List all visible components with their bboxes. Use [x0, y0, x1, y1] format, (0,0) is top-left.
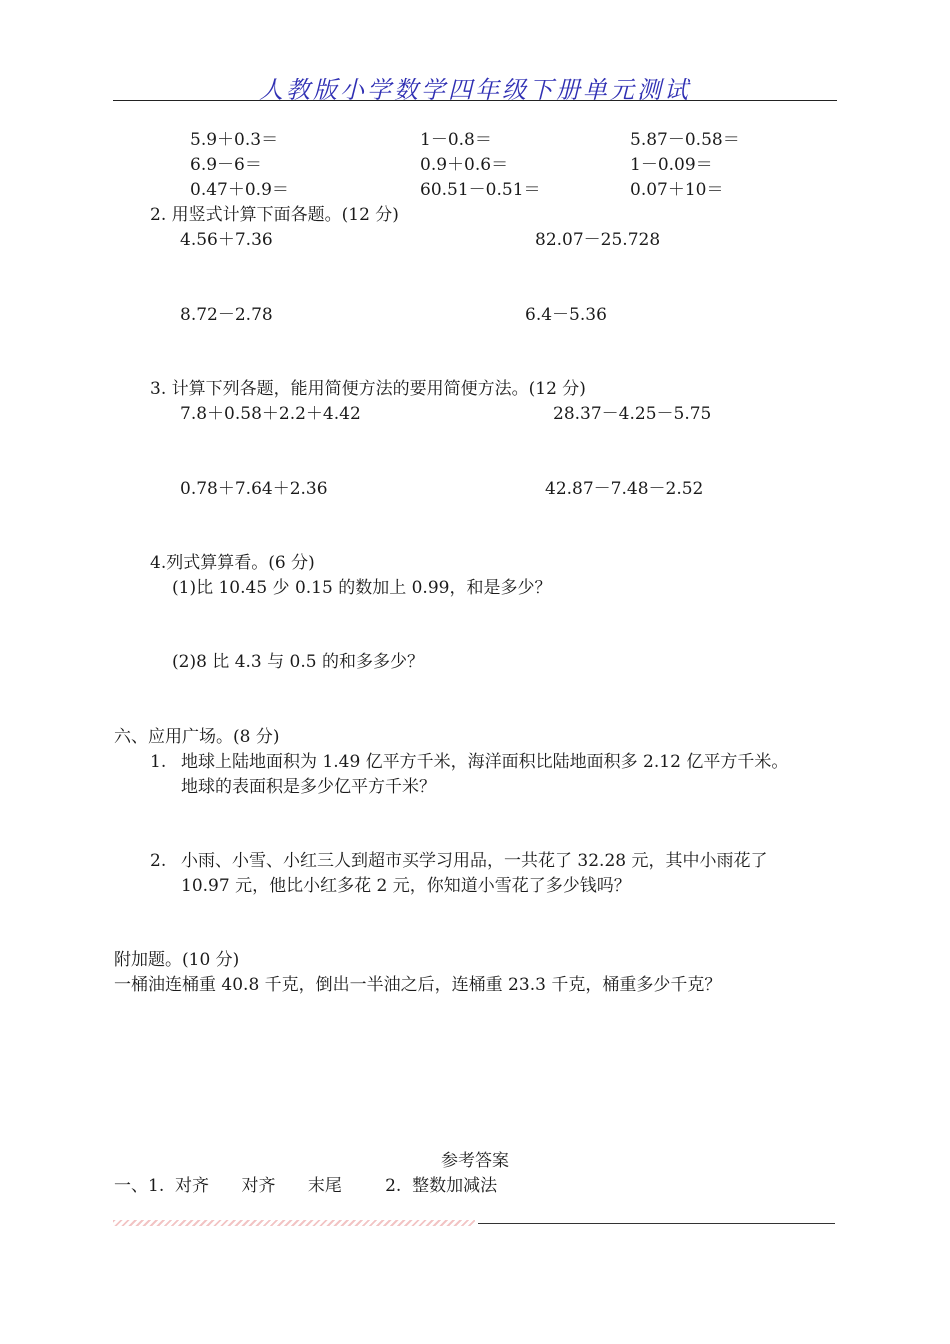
footer-rule — [478, 1223, 835, 1224]
q4-item-2: (2)8 比 4.3 与 0.5 的和多多少？ — [172, 652, 424, 672]
section6-p2-line1: 小雨、小雪、小红三人到超市买学习用品，一共花了 32.28 元，其中小雨花了 — [181, 851, 768, 871]
section6-p1-line1: 地球上陆地面积为 1.49 亿平方千米，海洋面积比陆地面积多 2.12 亿平方千米。 — [181, 752, 789, 772]
oral-calc-r1c2: 1－0.8＝ — [420, 130, 492, 150]
header-title: 人教版小学数学四年级下册单元测试 — [259, 76, 691, 104]
q3-item-2: 28.37－4.25－5.75 — [553, 404, 712, 424]
oral-calc-r3c2: 60.51－0.51＝ — [420, 180, 541, 200]
footer-wavy-line — [113, 1220, 475, 1226]
q2-item-3: 8.72－2.78 — [180, 305, 273, 325]
q3-item-4: 42.87－7.48－2.52 — [545, 479, 704, 499]
oral-calc-r3c1: 0.47＋0.9＝ — [190, 180, 289, 200]
oral-calc-r2c3: 1－0.09＝ — [630, 155, 713, 175]
oral-calc-r3c3: 0.07＋10＝ — [630, 180, 724, 200]
q3-item-1: 7.8＋0.58＋2.2＋4.42 — [180, 404, 361, 424]
q2-item-1: 4.56＋7.36 — [180, 230, 273, 250]
q2-item-2: 82.07－25.728 — [535, 230, 661, 250]
oral-calc-r1c3: 5.87－0.58＝ — [630, 130, 740, 150]
q3-title: 3. 计算下列各题，能用简便方法的要用简便方法。(12 分) — [150, 379, 586, 399]
q4-item-1: (1)比 10.45 少 0.15 的数加上 0.99，和是多少？ — [172, 578, 552, 598]
q2-title: 2. 用竖式计算下面各题。(12 分) — [150, 205, 399, 225]
oral-calc-r2c1: 6.9－6＝ — [190, 155, 262, 175]
bonus-text: 一桶油连桶重 40.8 千克，倒出一半油之后，连桶重 23.3 千克，桶重多少千克？ — [114, 975, 722, 995]
q4-title: 4.列式算算看。(6 分) — [150, 553, 315, 573]
oral-calc-r2c2: 0.9＋0.6＝ — [420, 155, 509, 175]
section6-p2-number: 2. — [150, 851, 167, 871]
section6-p1-number: 1. — [150, 752, 167, 772]
section6-p1-line2: 地球的表面积是多少亿平方千米？ — [181, 777, 436, 797]
section6-title: 六、应用广场。(8 分) — [114, 727, 280, 747]
answers-title: 参考答案 — [441, 1151, 509, 1171]
bonus-title: 附加题。(10 分) — [114, 950, 240, 970]
oral-calc-r1c1: 5.9＋0.3＝ — [190, 130, 279, 150]
q3-item-3: 0.78＋7.64＋2.36 — [180, 479, 328, 499]
q2-item-4: 6.4－5.36 — [525, 305, 607, 325]
header-rule — [113, 100, 837, 101]
section6-p2-line2: 10.97 元，他比小红多花 2 元，你知道小雪花了多少钱吗？ — [181, 876, 631, 896]
answers-line-1: 一、1. 对齐 对齐 末尾 2. 整数加减法 — [114, 1176, 498, 1196]
